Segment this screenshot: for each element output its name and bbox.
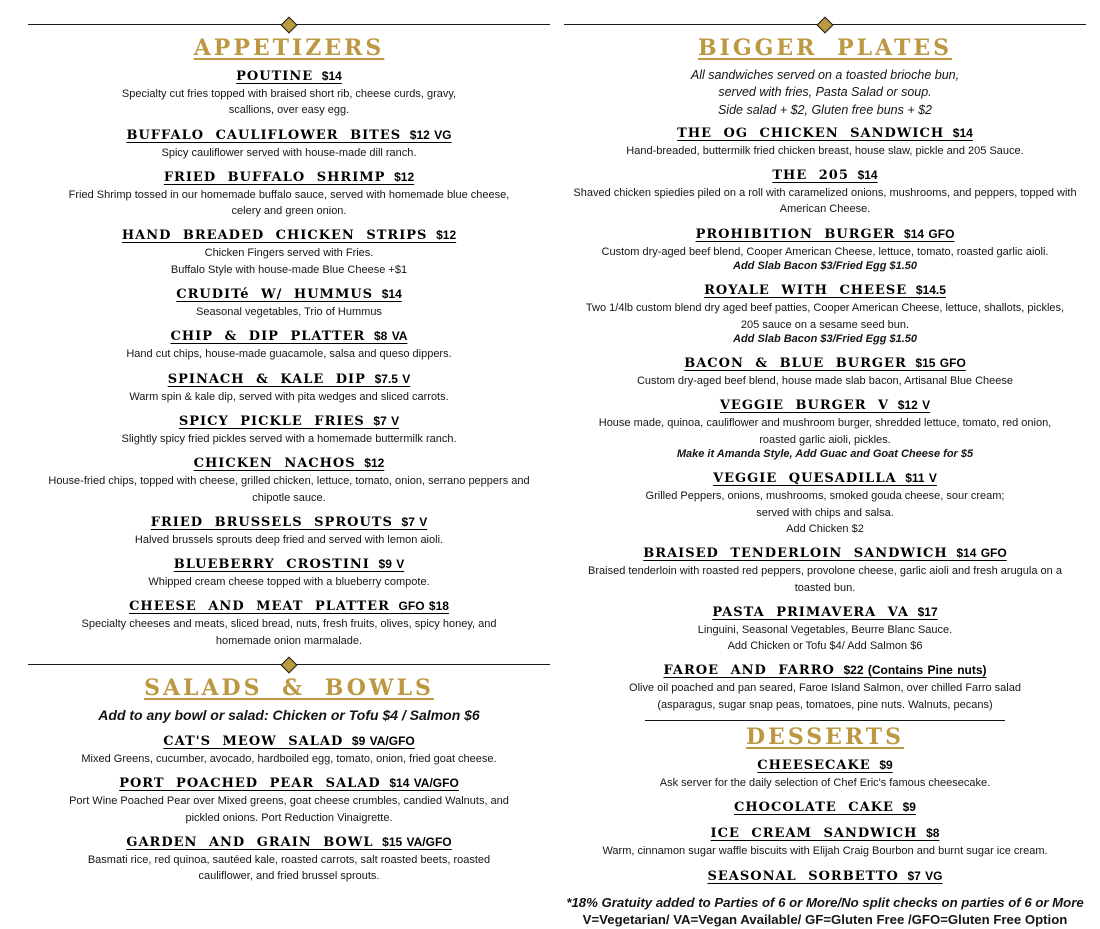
menu-item-heading bbox=[163, 734, 414, 749]
menu-item-name: SPICY PICKLE FRIES bbox=[178, 413, 365, 429]
menu-item-price: $8 VA bbox=[365, 329, 408, 344]
menu-item-description: Shaved chicken spiedies piled on a roll with caramelized onions, mushrooms, and peppers, topped with bbox=[573, 187, 1077, 200]
menu-item-description: roasted garlic aioli, pickles. bbox=[759, 433, 891, 446]
menu-item-heading bbox=[677, 126, 973, 141]
menu-item-description: Specialty cut fries topped with braised short rib, cheese curds, gravy, bbox=[121, 88, 457, 100]
menu-item-price: $14 bbox=[313, 69, 342, 83]
menu-item-price: $9 bbox=[893, 800, 916, 815]
menu-item-name: CHIP & DIP PLATTER bbox=[170, 329, 366, 345]
menu-item-description: Custom dry-aged beef blend, Cooper American Cheese, lettuce, tomato, roasted garlic aioli. bbox=[601, 245, 1049, 258]
menu-item-description: Buffalo Style with house-made Blue Cheese +$1 bbox=[170, 263, 408, 276]
menu-item-description: Slightly spicy fried pickles served with a homemade buttermilk ranch. bbox=[121, 432, 457, 445]
menu-item bbox=[28, 597, 550, 648]
menu-item bbox=[564, 225, 1086, 274]
menu-item bbox=[564, 867, 1086, 885]
menu-item-name: SPINACH & KALE DIP bbox=[167, 371, 366, 387]
menu-item bbox=[564, 798, 1086, 816]
menu-item-description: Warm, cinnamon sugar waffle biscuits with Elijah Craig Bourbon and burnt sugar ice cream. bbox=[602, 845, 1048, 858]
menu-item bbox=[564, 756, 1086, 790]
menu-item-heading bbox=[126, 835, 451, 850]
menu-item-name: ROYALE WITH CHEESE bbox=[704, 283, 908, 299]
menu-item bbox=[564, 354, 1086, 388]
menu-item bbox=[564, 661, 1086, 712]
menu-item-name: VEGGIE BURGER V bbox=[719, 398, 890, 414]
menu-item-heading bbox=[757, 758, 892, 773]
menu-item bbox=[28, 370, 550, 404]
menu-item bbox=[28, 67, 550, 118]
menu-item-price: $12 bbox=[355, 456, 385, 471]
appetizers-items bbox=[28, 67, 550, 648]
menu-item bbox=[28, 327, 550, 361]
menu-item-description: Basmati rice, red quinoa, sautéed kale, roasted carrots, salt roasted beets, roasted bbox=[87, 853, 491, 866]
menu-item-description: Mixed Greens, cucumber, avocado, hardboiled egg, tomato, onion, fried goat cheese. bbox=[81, 753, 497, 766]
menu-item bbox=[28, 285, 550, 319]
menu-item-heading bbox=[126, 128, 451, 143]
diamond-icon bbox=[281, 17, 298, 34]
menu-item-name: BRAISED TENDERLOIN SANDWICH bbox=[643, 546, 948, 562]
menu-item-price: $12 bbox=[427, 228, 457, 243]
menu-item bbox=[28, 412, 550, 446]
menu-item-price: $14 GFO bbox=[947, 546, 1007, 561]
menu-item-note: Add Slab Bacon $3/Fried Egg $1.50 bbox=[733, 332, 917, 345]
menu-item-price: $9 VA/GFO bbox=[343, 734, 415, 749]
menu-item-heading bbox=[643, 546, 1006, 561]
intro-line: served with fries, Pasta Salad or soup. bbox=[718, 85, 932, 100]
menu-item-price: $9 V bbox=[369, 557, 405, 572]
menu-item-heading bbox=[704, 283, 946, 298]
menu-item-price: $8 bbox=[917, 826, 940, 841]
menu-item-name: CHEESE AND MEAT PLATTER bbox=[129, 599, 390, 615]
bigger-plates-items bbox=[564, 124, 1086, 712]
menu-item-price: $14 GFO bbox=[895, 226, 955, 241]
menu-item-price: $7 V bbox=[364, 413, 400, 428]
menu-item bbox=[564, 544, 1086, 595]
menu-item-name: VEGGIE QUESADILLA bbox=[713, 471, 897, 487]
menu-item-price: $7 VG bbox=[898, 868, 943, 883]
menu-item-description: Custom dry-aged beef blend, house made slab bacon, Artisanal Blue Cheese bbox=[636, 375, 1014, 388]
menu-item bbox=[28, 454, 550, 505]
menu-item-heading bbox=[119, 776, 459, 791]
menu-item-description: Two 1/4lb custom blend dry aged beef patties, Cooper American Cheese, lettuce, shallots, pickles, bbox=[585, 302, 1065, 315]
menu-item-description: celery and green onion. bbox=[231, 205, 347, 218]
salads-items bbox=[28, 732, 550, 883]
right-column bbox=[564, 16, 1086, 929]
menu-item-heading bbox=[707, 869, 942, 884]
section-title-salads: SALADS & BOWLS bbox=[144, 675, 434, 702]
menu-item bbox=[564, 603, 1086, 654]
menu-item-description: (asparagus, sugar snap peas, tomatoes, pine nuts. Walnuts, pecans) bbox=[657, 698, 993, 711]
menu-item-description: Hand cut chips, house-made guacamole, salsa and queso dippers. bbox=[126, 348, 452, 361]
menu-item-description: Hand-breaded, buttermilk fried chicken breast, house slaw, pickle and 205 Sauce. bbox=[626, 144, 1024, 157]
menu-item-heading bbox=[236, 69, 342, 84]
menu-item-name: CHOCOLATE CAKE bbox=[734, 800, 894, 816]
left-column bbox=[28, 16, 550, 892]
menu-item-description: House-fried chips, topped with cheese, grilled chicken, lettuce, tomato, onion, serrano peppers and bbox=[48, 475, 530, 488]
section-title-bigger-plates: BIGGER PLATES bbox=[697, 35, 953, 61]
menu-item-name: POUTINE bbox=[236, 69, 314, 84]
menu-item bbox=[28, 555, 550, 589]
menu-item-description: served with chips and salsa. bbox=[756, 506, 894, 519]
menu-item-description: Seasonal vegetables, Trio of Hummus bbox=[196, 306, 382, 319]
menu-item-name: FAROE AND FARRO bbox=[663, 663, 835, 679]
menu-item-name: PORT POACHED PEAR SALAD bbox=[119, 776, 381, 792]
menu-item-heading bbox=[713, 471, 937, 486]
menu-item-heading bbox=[734, 800, 916, 815]
diamond-icon bbox=[817, 17, 834, 34]
menu-item-description: toasted bun. bbox=[794, 581, 856, 594]
menu-item-description: Spicy cauliflower served with house-made dill ranch. bbox=[161, 146, 417, 159]
menu-item-price: $14 bbox=[944, 125, 973, 140]
menu-item-description: Olive oil poached and pan seared, Faroe Island Salmon, over chilled Farro salad bbox=[629, 682, 1021, 695]
section-divider bbox=[564, 16, 1086, 34]
menu-item-description: Add Chicken $2 bbox=[786, 522, 864, 535]
menu-item-description: Grilled Peppers, onions, mushrooms, smoked gouda cheese, sour cream; bbox=[645, 490, 1005, 503]
menu-item-description: 205 sauce on a sesame seed bun. bbox=[740, 318, 910, 331]
menu-item-name: ICE CREAM SANDWICH bbox=[710, 826, 918, 842]
menu-item bbox=[564, 124, 1086, 158]
menu-item-description: Chicken Fingers served with Fries. bbox=[204, 247, 374, 260]
menu-item-heading bbox=[712, 605, 937, 620]
menu-item-heading bbox=[696, 227, 955, 242]
menu-item-heading bbox=[122, 228, 456, 243]
menu-item-note: Add Slab Bacon $3/Fried Egg $1.50 bbox=[733, 259, 917, 272]
menu-item-price: $12 V bbox=[889, 398, 931, 413]
menu-item-description: Warm spin & kale dip, served with pita wedges and sliced carrots. bbox=[129, 390, 449, 403]
menu-item-price: $15 VA/GFO bbox=[373, 834, 452, 849]
menu-item-name: BUFFALO CAULIFLOWER BITES bbox=[126, 127, 402, 143]
menu-item-name: PROHIBITION BURGER bbox=[695, 226, 896, 242]
menu-item-description: American Cheese. bbox=[779, 203, 871, 216]
section-title-appetizers: APPETIZERS bbox=[193, 35, 385, 61]
gratuity-note: *18% Gratuity added to Parties of 6 or More/No split checks on parties of 6 or More bbox=[566, 894, 1084, 910]
menu-item-name: FRIED BUFFALO SHRIMP bbox=[163, 169, 386, 185]
menu-item-name: GARDEN AND GRAIN BOWL bbox=[126, 834, 374, 850]
menu-item-description: homemade onion marmalade. bbox=[215, 634, 363, 647]
menu-item-description: Halved brussels sprouts deep fried and served with lemon aioli. bbox=[134, 533, 444, 546]
menu-item-price: $14 bbox=[373, 287, 402, 302]
menu-item-name: CHEESECAKE bbox=[757, 757, 871, 773]
section-divider bbox=[28, 16, 550, 34]
menu-item-description: Ask server for the daily selection of Chef Eric's famous cheesecake. bbox=[659, 776, 991, 789]
menu-item-heading bbox=[720, 398, 930, 413]
menu-item-price: $11 V bbox=[896, 471, 937, 486]
menu-item bbox=[28, 774, 550, 825]
menu-item bbox=[28, 168, 550, 219]
menu-item-name: HAND BREADED CHICKEN STRIPS bbox=[121, 228, 428, 244]
menu-item bbox=[28, 226, 550, 277]
menu-item-description: Specialty cheeses and meats, sliced bread, nuts, fresh fruits, olives, spicy honey, and bbox=[81, 618, 497, 631]
menu-item-description: chipotle sauce. bbox=[252, 491, 326, 504]
menu-item-heading bbox=[194, 456, 385, 471]
bigger-plates-intro bbox=[564, 67, 1086, 119]
section-title-desserts: DESSERTS bbox=[745, 723, 905, 750]
menu-item-price: $14.5 bbox=[907, 283, 946, 298]
menu-item-name: CRUDITé W/ HUMMUS bbox=[176, 287, 374, 303]
intro-line: Side salad + $2, Gluten free buns + $2 bbox=[717, 102, 933, 117]
menu-item-heading bbox=[174, 557, 405, 572]
menu-item-price: $7.5 V bbox=[365, 371, 411, 386]
menu-item-heading bbox=[129, 599, 449, 614]
menu-item-name: CHICKEN NACHOS bbox=[193, 456, 356, 472]
menu-footer bbox=[564, 894, 1086, 929]
menu-item-price: $14 VA/GFO bbox=[380, 776, 459, 791]
menu-item-description: Braised tenderloin with roasted red peppers, provolone cheese, garlic aioli and fresh arugula on a bbox=[588, 565, 1062, 578]
menu-item-heading bbox=[151, 515, 427, 530]
menu-item-name: PASTA PRIMAVERA VA bbox=[712, 604, 909, 620]
menu-item-price: $22 (Contains Pine nuts) bbox=[834, 663, 987, 678]
menu-item bbox=[564, 166, 1086, 217]
menu-item bbox=[28, 732, 550, 766]
menu-item-name: BLUEBERRY CROSTINI bbox=[173, 557, 370, 573]
menu-item-price: $17 bbox=[908, 604, 938, 619]
menu-item-description: Whipped cream cheese topped with a blueberry compote. bbox=[148, 576, 430, 589]
menu-item-heading bbox=[663, 663, 986, 678]
menu-item-heading bbox=[176, 287, 402, 302]
menu-item bbox=[564, 824, 1086, 858]
menu-item bbox=[28, 833, 550, 884]
menu-item-description: House made, quinoa, cauliflower and mushroom burger, shredded lettuce, tomato, red onion, bbox=[598, 417, 1052, 430]
menu-item bbox=[28, 513, 550, 547]
menu-item-heading bbox=[684, 356, 966, 371]
menu-item bbox=[564, 281, 1086, 346]
menu-item-description: Linguini, Seasonal Vegetables, Beurre Blanc Sauce. bbox=[697, 623, 953, 636]
menu-item bbox=[564, 469, 1086, 536]
desserts-items bbox=[564, 756, 1086, 885]
menu-item-price: $9 bbox=[870, 757, 893, 772]
menu-item-name: THE 205 bbox=[772, 168, 849, 184]
menu-item-heading bbox=[164, 170, 414, 185]
menu-item-price: $14 bbox=[848, 168, 878, 183]
salads-intro: Add to any bowl or salad: Chicken or Tofu $4 / Salmon $6 bbox=[98, 707, 480, 724]
section-divider bbox=[28, 656, 550, 674]
menu-item-description: Port Wine Poached Pear over Mixed greens, goat cheese crumbles, candied Walnuts, and bbox=[69, 795, 509, 808]
menu-item-name: BACON & BLUE BURGER bbox=[684, 356, 907, 372]
menu-item-price: $12 VG bbox=[401, 127, 452, 142]
menu-item-name: SEASONAL SORBETTO bbox=[707, 868, 899, 884]
menu-item-description: cauliflower, and fried brussel sprouts. bbox=[198, 870, 380, 883]
menu-item-price: GFO $18 bbox=[389, 599, 449, 614]
menu-item-description: Fried Shrimp tossed in our homemade buffalo sauce, served with homemade blue cheese, bbox=[68, 188, 510, 201]
dietary-legend: V=Vegetarian/ VA=Vegan Available/ GF=Gluten Free /GFO=Gluten Free Option bbox=[582, 912, 1068, 928]
menu-item-description: pickled onions. Port Reduction Vinaigrette. bbox=[185, 811, 393, 824]
menu-item-note: Make it Amanda Style, Add Guac and Goat Cheese for $5 bbox=[676, 448, 974, 461]
menu-item-heading bbox=[179, 414, 399, 429]
diamond-icon bbox=[281, 657, 298, 674]
menu-item-name: FRIED BRUSSELS SPROUTS bbox=[150, 514, 393, 530]
desserts-divider-line bbox=[645, 720, 1005, 721]
menu-item-heading bbox=[772, 168, 877, 183]
menu-item-name: CAT'S MEOW SALAD bbox=[163, 734, 344, 750]
menu-item-heading bbox=[168, 372, 411, 387]
menu-item-heading bbox=[171, 329, 408, 344]
menu-item-price: $12 bbox=[385, 169, 415, 184]
menu-item-price: $15 GFO bbox=[906, 356, 966, 371]
menu-item-description: Add Chicken or Tofu $4/ Add Salmon $6 bbox=[727, 640, 923, 653]
menu-item-price: $7 V bbox=[392, 514, 428, 529]
menu-item-description: scallions, over easy egg. bbox=[228, 104, 350, 117]
menu-item-name: THE OG CHICKEN SANDWICH bbox=[677, 125, 945, 141]
intro-line: All sandwiches served on a toasted brioche bun, bbox=[690, 68, 960, 82]
menu-item bbox=[564, 396, 1086, 461]
menu-item bbox=[28, 126, 550, 160]
menu-item-heading bbox=[711, 826, 940, 841]
